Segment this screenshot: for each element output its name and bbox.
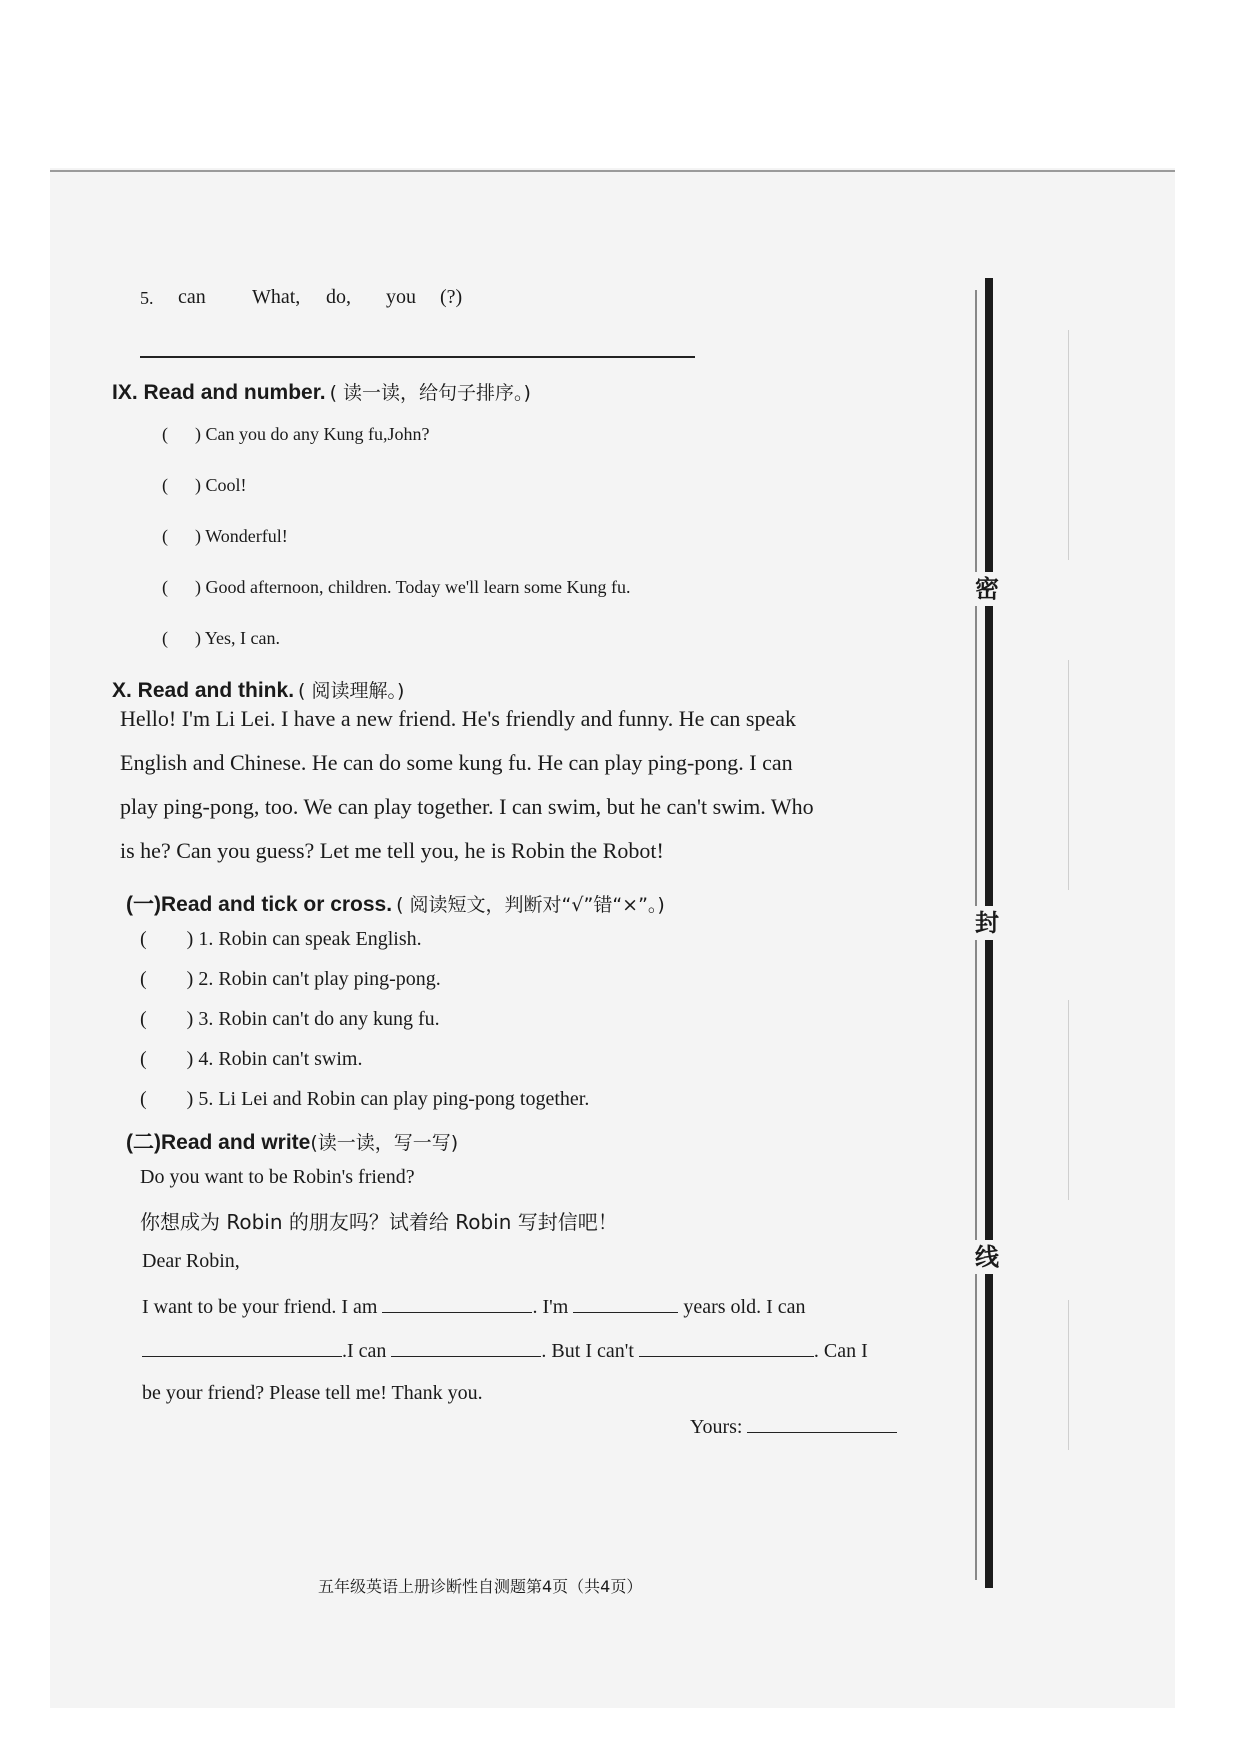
answer-paren[interactable]: ( )	[162, 577, 201, 597]
list-item	[162, 628, 280, 649]
q5-word: can	[178, 286, 206, 308]
answer-paren[interactable]: ( )	[140, 1048, 194, 1070]
sentence-text: Cool!	[205, 475, 247, 495]
list-item	[162, 577, 631, 598]
answer-paren[interactable]: ( )	[162, 628, 201, 648]
letter-closing	[690, 1414, 897, 1439]
part1-title: (一)Read and tick or cross.	[126, 893, 393, 916]
list-item	[162, 475, 247, 496]
section9-title: IX. Read and number.	[112, 381, 326, 404]
section9-instruction: ( 读一读，给句子排序。)	[329, 382, 531, 404]
q5-number: 5.	[140, 288, 154, 308]
answer-paren[interactable]: ( )	[140, 968, 194, 990]
part2-heading	[126, 1126, 458, 1156]
list-item	[140, 1048, 362, 1071]
q5-answer-line[interactable]	[140, 356, 695, 358]
list-item	[140, 1008, 440, 1031]
letter-text: . But I can't	[541, 1340, 634, 1362]
part2-title: (二)Read and write	[126, 1131, 311, 1154]
answer-paren[interactable]: ( )	[140, 1088, 194, 1110]
section10-instruction: ( 阅读理解。)	[298, 680, 405, 702]
part2-instruction: (读一读，写一写)	[310, 1132, 459, 1154]
seal-char: 封	[972, 906, 1002, 940]
margin-rule	[1068, 330, 1069, 560]
part2-question-cn: 你想成为 Robin 的朋友吗？试着给 Robin 写封信吧！	[140, 1210, 618, 1234]
part1-heading	[126, 888, 665, 918]
statement-text: 5. Li Lei and Robin can play ping-pong together.	[198, 1088, 590, 1110]
sentence-text: Good afternoon, children. Today we'll learn some Kung fu.	[205, 577, 631, 597]
letter-salutation: Dear Robin,	[142, 1250, 240, 1272]
sentence-text: Can you do any Kung fu,John?	[205, 424, 430, 444]
page-footer: 五年级英语上册诊断性自测题第4页（共4页）	[318, 1577, 643, 1596]
list-item	[140, 968, 441, 991]
letter-text: years old. I can	[683, 1296, 806, 1318]
passage-line: is he? Can you guess? Let me tell you, he is Robin the Robot!	[120, 838, 664, 863]
list-item	[140, 1088, 589, 1111]
margin-rule	[1068, 1000, 1069, 1200]
letter-text: I want to be your friend. I am	[142, 1296, 378, 1318]
answer-paren[interactable]: ( )	[140, 928, 194, 950]
letter-line-3: be your friend? Please tell me! Thank you.	[142, 1382, 483, 1404]
passage-line: Hello! I'm Li Lei. I have a new friend. He's friendly and funny. He can speak	[120, 706, 797, 731]
letter-line-1	[142, 1294, 805, 1319]
q5-word: you	[386, 286, 416, 308]
margin-rule	[1068, 660, 1069, 890]
age-blank[interactable]	[573, 1294, 678, 1313]
sentence-text: Yes, I can.	[204, 628, 281, 648]
statement-text: 4. Robin can't swim.	[198, 1048, 363, 1070]
answer-paren[interactable]: ( )	[140, 1008, 194, 1030]
letter-text: Yours:	[690, 1416, 743, 1438]
top-rule	[50, 170, 1175, 172]
ability-blank-1[interactable]	[142, 1338, 342, 1357]
section10-heading	[112, 676, 404, 703]
passage-line: play ping-pong, too. We can play together. I can swim, but he can't swim. Who	[120, 794, 814, 819]
list-item	[162, 424, 429, 445]
q5-word: What,	[252, 286, 301, 308]
passage-line: English and Chinese. He can do some kung fu. He can play ping-pong. I can	[120, 750, 793, 775]
ability-blank-2[interactable]	[391, 1338, 541, 1357]
name-blank[interactable]	[382, 1294, 532, 1313]
answer-paren[interactable]: ( )	[162, 424, 201, 444]
q5-word: do,	[326, 286, 351, 308]
list-item	[140, 928, 422, 951]
statement-text: 2. Robin can't play ping-pong.	[198, 968, 441, 990]
part2-question-en: Do you want to be Robin's friend?	[140, 1166, 415, 1188]
answer-paren[interactable]: ( )	[162, 526, 201, 546]
q5-word: (?)	[440, 286, 463, 308]
answer-paren[interactable]: ( )	[162, 475, 201, 495]
statement-text: 1. Robin can speak English.	[198, 928, 422, 950]
letter-text: . I'm	[532, 1296, 569, 1318]
margin-rule	[1068, 1300, 1069, 1450]
letter-line-2	[142, 1338, 868, 1363]
list-item	[162, 526, 288, 547]
inability-blank[interactable]	[639, 1338, 814, 1357]
part1-instruction: ( 阅读短文，判断对“√”错“×”。)	[396, 894, 665, 916]
seal-char: 密	[972, 572, 1002, 606]
section9-heading	[112, 378, 531, 405]
letter-text: . Can I	[813, 1340, 868, 1362]
sentence-text: Wonderful!	[205, 526, 288, 546]
signature-blank[interactable]	[747, 1414, 897, 1433]
section10-title: X. Read and think.	[112, 679, 295, 702]
letter-text: .I can	[342, 1340, 387, 1362]
statement-text: 3. Robin can't do any kung fu.	[198, 1008, 440, 1030]
seal-char: 线	[972, 1240, 1002, 1274]
